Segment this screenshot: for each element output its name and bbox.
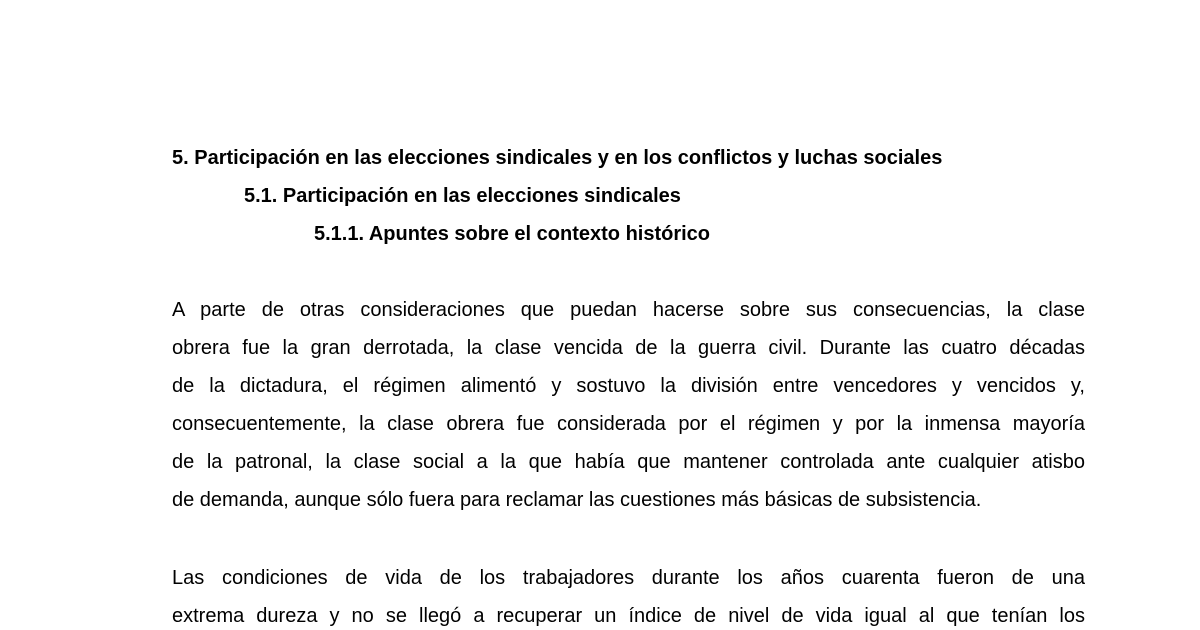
paragraph-line: de la dictadura, el régimen alimentó y sostuvo la división entre vencedores y vencidos y, [172,375,1085,397]
body-paragraph-2 [172,559,1085,630]
paragraph-line: Las condiciones de vida de los trabajadores durante los años cuarenta fueron de una [172,567,1085,589]
paragraph-line: extrema dureza y no se llegó a recuperar un índice de nivel de vida igual al que tenían los [172,605,1085,627]
paragraph-line: de la patronal, la clase social a la que había que mantener controlada ante cualquier atisbo [172,451,1085,473]
paragraph-line: de demanda, aunque sólo fuera para reclamar las cuestiones más básicas de subsistencia. [172,489,982,511]
body-paragraph-1 [172,291,1085,519]
subsection-heading: 5.1. Participación en las elecciones sindicales [244,185,681,207]
paragraph-line: obrera fue la gran derrotada, la clase vencida de la guerra civil. Durante las cuatro décadas [172,337,1085,359]
subsubsection-heading: 5.1.1. Apuntes sobre el contexto histórico [314,223,711,245]
section-heading: 5. Participación en las elecciones sindicales y en los conflictos y luchas sociales [172,147,943,169]
paragraph-line: consecuentemente, la clase obrera fue considerada por el régimen y por la inmensa mayoría [172,413,1085,435]
paragraph-line: A parte de otras consideraciones que puedan hacerse sobre sus consecuencias, la clase [172,299,1085,321]
